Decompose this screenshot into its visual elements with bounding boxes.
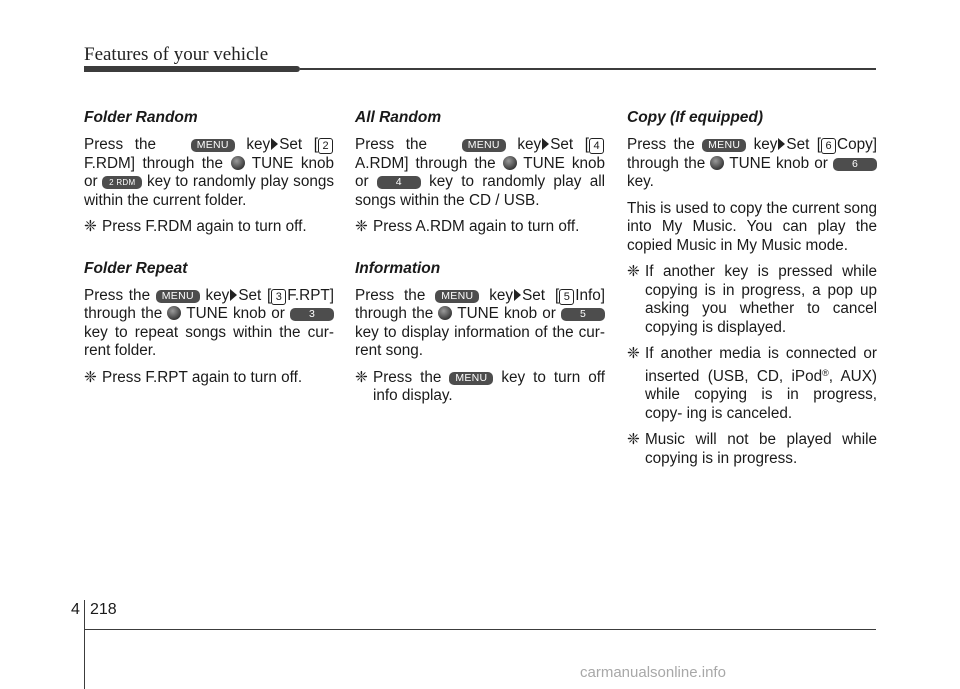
tune-knob-icon xyxy=(231,156,245,170)
text: Set [ xyxy=(238,286,272,304)
copy-note-1 xyxy=(627,263,877,337)
note-text xyxy=(645,345,877,423)
text: Press the xyxy=(373,368,442,386)
copy-description: This is used to copy the current song into My Music. You can play the copied Music in My Music mode. xyxy=(627,199,877,254)
note-symbol: ❈ xyxy=(84,368,97,386)
text: through the xyxy=(84,305,163,322)
header-rule-thin xyxy=(300,68,876,70)
text: key to randomly play all songs within the CD / USB. xyxy=(355,173,606,209)
tune-knob-icon xyxy=(438,306,452,320)
number-6-icon: 6 xyxy=(821,138,836,154)
footer-rule xyxy=(84,629,876,630)
section-title-information: Information xyxy=(355,259,441,277)
arrow-right-icon xyxy=(271,138,278,150)
watermark: carmanualsonline.info xyxy=(580,664,726,681)
text: key to turn off info display. xyxy=(373,368,606,404)
text: If another media is connected or inserted (USB, CD, iPod xyxy=(645,345,877,385)
copy-note-2 xyxy=(627,345,877,423)
text: TUNE knob or xyxy=(84,154,334,190)
number-3-icon: 3 xyxy=(271,289,286,305)
footer-divider xyxy=(84,600,85,689)
text: through the xyxy=(627,154,706,172)
all-random-note xyxy=(355,218,605,237)
text: TUNE knob or xyxy=(729,154,828,172)
number-4-icon: 4 xyxy=(589,138,604,154)
tune-knob-icon xyxy=(710,156,724,170)
text: Info] xyxy=(575,286,606,304)
column-1 xyxy=(84,108,334,395)
information-instructions xyxy=(355,287,605,361)
page-number: 218 xyxy=(90,601,117,618)
text: Press the xyxy=(84,286,151,304)
text: key to repeat songs within the cur- rent folder. xyxy=(84,323,334,359)
note-text: If another key is pressed while copying is in progress, a pop up asking you whether to cancel copying is displayed. xyxy=(645,263,877,336)
arrow-right-icon xyxy=(514,289,521,301)
key-6-icon: 6 xyxy=(833,158,877,171)
rdm-key-icon: 2 RDM xyxy=(102,176,142,189)
text: key. xyxy=(627,173,654,190)
column-2 xyxy=(355,108,605,414)
text: Set [ xyxy=(786,136,822,153)
note-text: Press F.RDM again to turn off. xyxy=(102,218,307,235)
folder-repeat-note xyxy=(84,369,334,388)
text: key xyxy=(753,136,778,153)
menu-key-icon: MENU xyxy=(156,290,200,303)
tune-knob-icon xyxy=(503,156,517,170)
column-3 xyxy=(627,108,877,476)
note-text: Music will not be played while copying is in progress. xyxy=(645,431,877,467)
text: key to display information of the cur- rent song. xyxy=(355,323,605,359)
header-title: Features of your vehicle xyxy=(84,44,269,65)
all-random-instructions xyxy=(355,136,605,210)
text: F.RPT] xyxy=(287,286,334,304)
text: TUNE knob or xyxy=(355,154,605,190)
text: through the xyxy=(355,305,434,322)
information-note xyxy=(355,369,605,406)
menu-key-icon: MENU xyxy=(702,139,746,152)
note-symbol: ❈ xyxy=(627,431,640,448)
text: TUNE knob or xyxy=(457,305,556,322)
menu-key-icon: MENU xyxy=(462,139,506,152)
chapter-number: 4 xyxy=(71,601,80,618)
folder-random-note xyxy=(84,218,334,237)
text: A.RDM] through the xyxy=(355,154,496,172)
menu-key-icon: MENU xyxy=(191,139,235,152)
text: Copy] xyxy=(837,136,877,153)
text: , AUX) while copying is in progress, copy- ing is canceled. xyxy=(645,367,877,422)
arrow-right-icon xyxy=(542,138,549,150)
arrow-right-icon xyxy=(778,138,785,150)
note-symbol: ❈ xyxy=(627,263,640,280)
text: key xyxy=(205,286,230,304)
key-4-icon: 4 xyxy=(377,176,421,189)
text: key xyxy=(489,286,514,304)
note-symbol: ❈ xyxy=(355,218,368,235)
registered-mark: ® xyxy=(822,367,829,378)
note-text: Press A.RDM again to turn off. xyxy=(373,218,580,235)
text: Press the xyxy=(355,286,426,304)
text: Press the xyxy=(627,136,695,153)
key-5-icon: 5 xyxy=(561,308,605,321)
text: TUNE knob or xyxy=(186,305,285,322)
text: key xyxy=(517,136,542,153)
copy-instructions xyxy=(627,136,877,192)
section-title-copy: Copy (If equipped) xyxy=(627,109,764,126)
text: Press the xyxy=(355,136,427,153)
section-title-folder-random: Folder Random xyxy=(84,109,198,126)
copy-note-3 xyxy=(627,431,877,468)
tune-knob-icon xyxy=(167,306,181,320)
header-rule-thick xyxy=(84,66,300,72)
section-title-all-random: All Random xyxy=(355,109,442,126)
key-3-icon: 3 xyxy=(290,308,334,321)
note-text: Press F.RPT again to turn off. xyxy=(102,368,303,386)
note-symbol: ❈ xyxy=(355,368,368,386)
menu-key-icon: MENU xyxy=(449,372,493,385)
text: key to randomly play songs within the current folder. xyxy=(84,173,334,209)
note-symbol: ❈ xyxy=(84,218,97,235)
text: Press the xyxy=(84,136,156,153)
text: F.RDM] through the xyxy=(84,154,224,172)
menu-key-icon: MENU xyxy=(435,290,479,303)
text: Set [ xyxy=(550,136,589,153)
text: Set [ xyxy=(279,136,318,153)
note-symbol: ❈ xyxy=(627,345,640,362)
folder-repeat-instructions xyxy=(84,287,334,361)
arrow-right-icon xyxy=(230,289,237,301)
number-2-icon: 2 xyxy=(318,138,333,154)
number-5-icon: 5 xyxy=(559,289,574,305)
section-title-folder-repeat: Folder Repeat xyxy=(84,259,188,277)
folder-random-instructions xyxy=(84,136,334,210)
note-text xyxy=(373,369,605,406)
text: key xyxy=(246,136,271,153)
text: Set [ xyxy=(522,286,560,304)
